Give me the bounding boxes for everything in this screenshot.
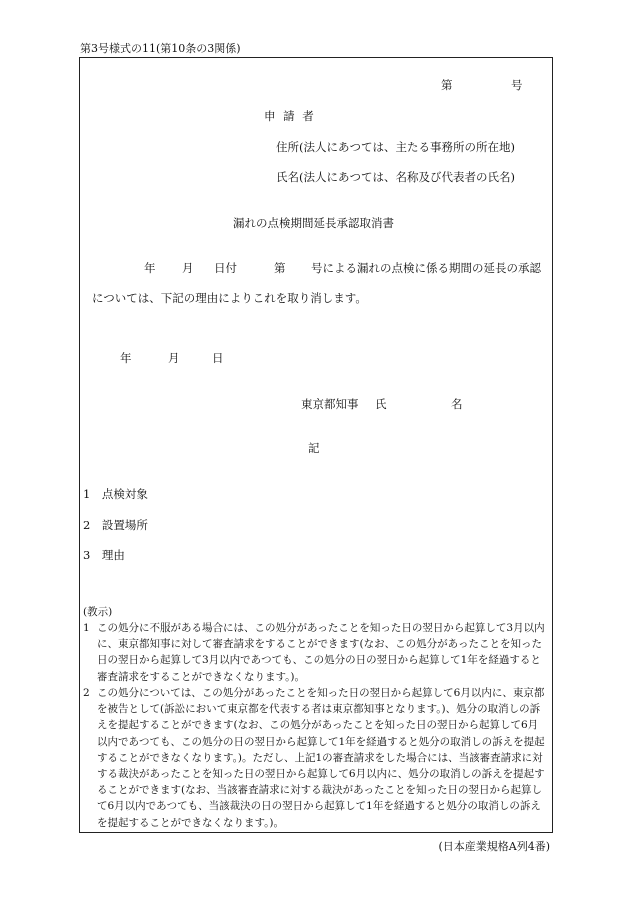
kyoji-item-1-text: この処分に不服がある場合には、この処分があったことを知った日の翌日から起算して3月以内に、東京都知事に対して審査請求をすることができます(なお、この処分があったことを知った日の翌日から起算して3月以内であつても、この処分の日の翌日から起算して1年を経過すると審査請求をすることができなくなります。)。 (97, 622, 545, 683)
paper-size-note: (日本産業規格A列4番) (438, 840, 550, 853)
kyoji-item-1-number: 1 (83, 622, 90, 634)
kyoji-item-2-text: この処分については、この処分があったことを知った日の翌日から起算して6月以内に、東京都を被告として(訴訟において東京都を代表する者は東京都知事となります。)、処分の取消しの訴えを提起することができます(なお、この処分があったことを知った日の翌日から起算して6月以内であつても、この処分の日の翌日から起算して1年を経過すると処分の取消しの訴えを提起することができなくなります。)。ただし、上記1の審査請求をした場合には、当該審査請求に対する裁決があったことを知った日の翌日から起算して6月以内に、処分の取消しの訴えを提起することができます(なお、当該審査請求に対する裁決があったことを知った日の翌日から起算して6月以内であつても、当該裁決の日の翌日から起算して1年を経過すると処分の取消しの訴えを提起することができなくなります。)。 (97, 687, 545, 829)
applicant-name-label: 氏名(法人にあつては、名称及び代表者の氏名) (276, 170, 515, 184)
item-reason: 3 理由 (83, 548, 125, 562)
signature-authority: 東京都知事 (301, 397, 359, 411)
item-inspection-target: 1 点検対象 (83, 487, 148, 501)
document-title: 漏れの点検期間延長承認取消書 (233, 216, 394, 230)
item-installation-location: 2 設置場所 (83, 518, 148, 532)
kyoji-item-2 (83, 685, 545, 831)
document-number-dai: 第 (441, 78, 453, 92)
body-year: 年 (144, 261, 156, 275)
signature-mei: 名 (451, 397, 463, 411)
applicant-label: 申 請 者 (264, 109, 316, 123)
body-dai: 第 (274, 261, 286, 275)
body-line2: については、下記の理由によりこれを取り消します。 (92, 291, 367, 305)
kyoji-item-1 (83, 620, 545, 685)
date-year: 年 (120, 351, 132, 365)
date-month: 月 (168, 351, 180, 365)
kyoji-heading: (教示) (83, 606, 113, 618)
form-number-label: 第3号様式の11(第10条の3関係) (80, 42, 241, 55)
body-month: 月 (182, 261, 194, 275)
body-line1-rest: 号による漏れの点検に係る期間の延長の承認 (311, 261, 541, 275)
date-day: 日 (212, 351, 224, 365)
applicant-address-label: 住所(法人にあつては、主たる事務所の所在地) (276, 140, 515, 154)
body-date-suffix: 日付 (214, 261, 237, 275)
document-number-go: 号 (511, 78, 523, 92)
kyoji-item-2-number: 2 (83, 687, 90, 699)
ki-heading: 記 (308, 441, 320, 455)
signature-shi: 氏 (375, 397, 387, 411)
